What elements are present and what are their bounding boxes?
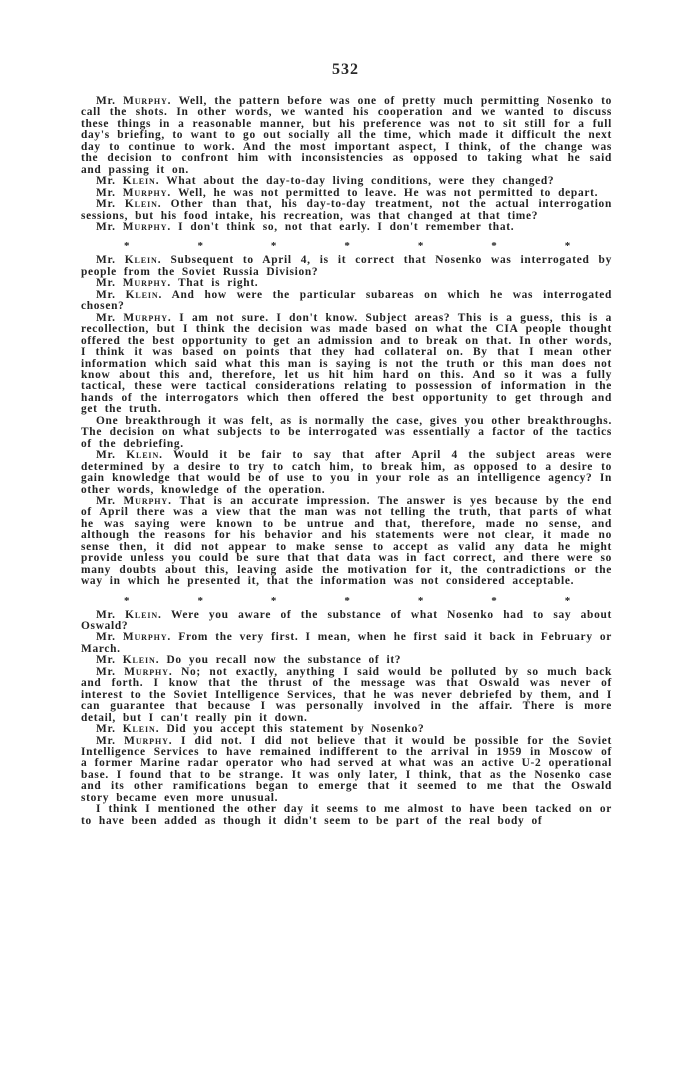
- speaker-honorific: Mr.: [96, 186, 123, 199]
- paragraph-text: I think I mentioned the other day it seems to me almost to have been tacked on or to have been added as though it didn't seem to be part of the real body of: [81, 803, 612, 827]
- speaker-honorific: Mr.: [96, 449, 127, 462]
- paragraph-text: Did you accept this statement by Nosenko?: [159, 723, 425, 736]
- speaker-honorific: Mr.: [96, 723, 123, 736]
- speaker-name: Klein.: [125, 608, 162, 621]
- speaker-name: Klein.: [124, 254, 162, 267]
- speaker-name: Murphy.: [124, 665, 173, 678]
- transcript-paragraph: [81, 450, 612, 496]
- speaker-name: Klein.: [125, 288, 163, 301]
- paragraph-text: Were you aware of the substance of what Nosenko had to say about Oswald?: [81, 608, 612, 633]
- transcript-paragraph: [81, 496, 612, 588]
- speaker-name: Klein.: [122, 723, 160, 736]
- speaker-name: Murphy.: [123, 494, 172, 507]
- asterisk-glyph: *: [124, 240, 131, 253]
- speaker-honorific: Mr.: [96, 734, 125, 747]
- asterisk-glyph: *: [491, 240, 498, 253]
- paragraph-text: I don't think so, not that early. I don't remember that.: [171, 220, 515, 233]
- asterisk-glyph: *: [344, 240, 351, 253]
- speaker-honorific: Mr.: [96, 311, 124, 324]
- asterisk-glyph: *: [197, 594, 204, 607]
- paragraph-text: Well, the pattern before was one of pretty much permitting Nosenko to call the shots. In other words, we wanted his cooperation and we wanted to discuss these things in a reasonable manner, but his preference was not to sit still for a full day's briefing, to want to go out socially all the time, which made it difficult the next day to continue to work. And the most important aspect, I think, of the change was the decision to confront him with inconsistencies as opposed to taking what he said and passing it on.: [81, 95, 612, 176]
- page-number: 532: [332, 61, 359, 78]
- paragraph-text: What about the day-to-day living conditions, were they changed?: [159, 175, 555, 188]
- asterisk-glyph: *: [270, 594, 278, 607]
- speaker-honorific: Mr.: [96, 254, 125, 267]
- paragraph-text: That is right.: [171, 277, 259, 290]
- transcript-paragraph: [81, 96, 612, 176]
- asterisk-glyph: *: [491, 594, 498, 607]
- paragraph-text: I did not. I did not believe that it would be possible for the Soviet Intelligence Services to have remained indifferent to the arrival in 1959 in Moscow of a former Marine radar operator who had served at what was an active U-2 operational base. I found that to be strange. It was only later, I think, that as the Nosenko case and its other ramifications began to emerge that it seemed to me that the Oswald story became even more unusual.: [81, 734, 612, 804]
- transcript-paragraph: [81, 804, 612, 827]
- paragraph-text: And how were the particular subareas on which he was interrogated chosen?: [81, 288, 613, 313]
- speaker-honorific: Mr.: [96, 198, 125, 211]
- stars-separator: [81, 233, 612, 255]
- paragraph-text: Do you recall now the substance of it?: [159, 654, 402, 667]
- speaker-name: Murphy.: [123, 95, 172, 107]
- transcript-paragraph: [81, 290, 612, 313]
- transcript: [81, 96, 612, 827]
- speaker-name: Murphy.: [122, 220, 172, 233]
- paragraph-text: One breakthrough it was felt, as is normally the case, gives you other breakthroughs. The decision on what subjects to be interrogated was essentially a factor of the tactics of the debriefing.: [81, 414, 612, 450]
- speaker-honorific: Mr.: [96, 288, 126, 301]
- stars-separator: [81, 588, 612, 610]
- asterisk-glyph: *: [344, 594, 351, 607]
- speaker-honorific: Mr.: [96, 631, 123, 644]
- transcript-paragraph: [81, 416, 612, 450]
- asterisk-glyph: *: [564, 594, 571, 607]
- asterisk-glyph: *: [564, 240, 571, 253]
- paragraph-text: Subsequent to April 4, is it correct that Nosenko was interrogated by people from the Soviet Russia Division?: [81, 254, 612, 278]
- asterisk-glyph: *: [197, 240, 204, 253]
- paragraph-text: No; not exactly, anything I said would be polluted by so much back and forth. I know that the thrust of the message was that Oswald was never of interest to the Soviet Intelligence Services, that he was never debriefed by them, and I can guarantee that because I was personally involved in the affair. There is more detail, but I can't really pin it down.: [81, 665, 612, 724]
- paragraph-text: That is an accurate impression. The answer is yes because by the end of April there was a view that the man was not telling the truth, that parts of what he was saying were known to be untrue and that, therefore, made no sense, and although the reasons for his behavior and his statements were not clear, it made no sense then, it did not appear to make sense to accept as valid any data he might provide unless you could be sure that that data was in fact correct, and there were so many doubts about this, leaving aside the motivation for it, the contradictions or the way in which he presented it, that the information was not considered acceptable.: [81, 494, 612, 588]
- transcript-paragraph: [81, 632, 612, 655]
- speaker-honorific: Mr.: [96, 220, 123, 233]
- speaker-name: Klein.: [122, 654, 160, 667]
- transcript-paragraph: [81, 199, 612, 222]
- asterisk-glyph: *: [417, 240, 425, 253]
- speaker-name: Murphy.: [122, 277, 172, 290]
- paragraph-text: Other than that, his day-to-day treatment, not the actual interrogation sessions, but his food intake, his recreation, was that changed at that time?: [81, 198, 612, 222]
- speaker-name: Murphy.: [122, 631, 172, 644]
- transcript-paragraph: [81, 222, 612, 233]
- transcript-paragraph: [81, 610, 612, 633]
- paragraph-text: I am not sure. I don't know. Subject areas? This is a guess, this is a recollection, but I think the decision was made based on what the CIA people thought offered the best opportunity to get an admission and to break on that. In other words, I think it was based on points that they had collateral on. By that I mean other information which said what this man is saying is not the truth or this man does not know about this and, therefore, let us hit him hard on this. And so it was a fully tactical, these were tactical considerations relating to possession of information in the hands of the interrogators which then offered the best opportunity to get through and get the truth.: [81, 311, 612, 416]
- speaker-name: Klein.: [126, 449, 163, 462]
- speaker-name: Klein.: [124, 198, 162, 211]
- speaker-honorific: Mr.: [96, 665, 125, 678]
- paragraph-text: Well, he was not permitted to leave. He was not permitted to depart.: [171, 186, 599, 199]
- speaker-honorific: Mr.: [96, 95, 124, 107]
- asterisk-glyph: *: [417, 594, 425, 607]
- speaker-honorific: Mr.: [96, 654, 123, 667]
- speaker-honorific: Mr.: [96, 277, 123, 290]
- paragraph-text: From the very first. I mean, when he first said it back in February or March.: [81, 631, 612, 655]
- transcript-paragraph: [81, 736, 612, 805]
- transcript-paragraph: [81, 667, 612, 724]
- asterisk-glyph: *: [270, 240, 278, 253]
- speaker-name: Murphy.: [124, 734, 173, 747]
- speaker-honorific: Mr.: [96, 608, 126, 621]
- speaker-honorific: Mr.: [96, 175, 123, 188]
- asterisk-glyph: *: [124, 594, 131, 607]
- paragraph-text: Would it be fair to say that after April 4 the subject areas were determined by a desire to try to catch him, to break him, as opposed to a desire to gain knowledge that would be of use to you in your role as an intelligence agency? In other words, knowledge of the operation.: [81, 449, 612, 496]
- speaker-name: Murphy.: [122, 186, 172, 199]
- transcript-paragraph: [81, 313, 612, 416]
- speaker-name: Murphy.: [123, 311, 172, 324]
- speaker-honorific: Mr.: [96, 494, 124, 507]
- transcript-paragraph: [81, 255, 612, 278]
- speaker-name: Klein.: [122, 175, 160, 188]
